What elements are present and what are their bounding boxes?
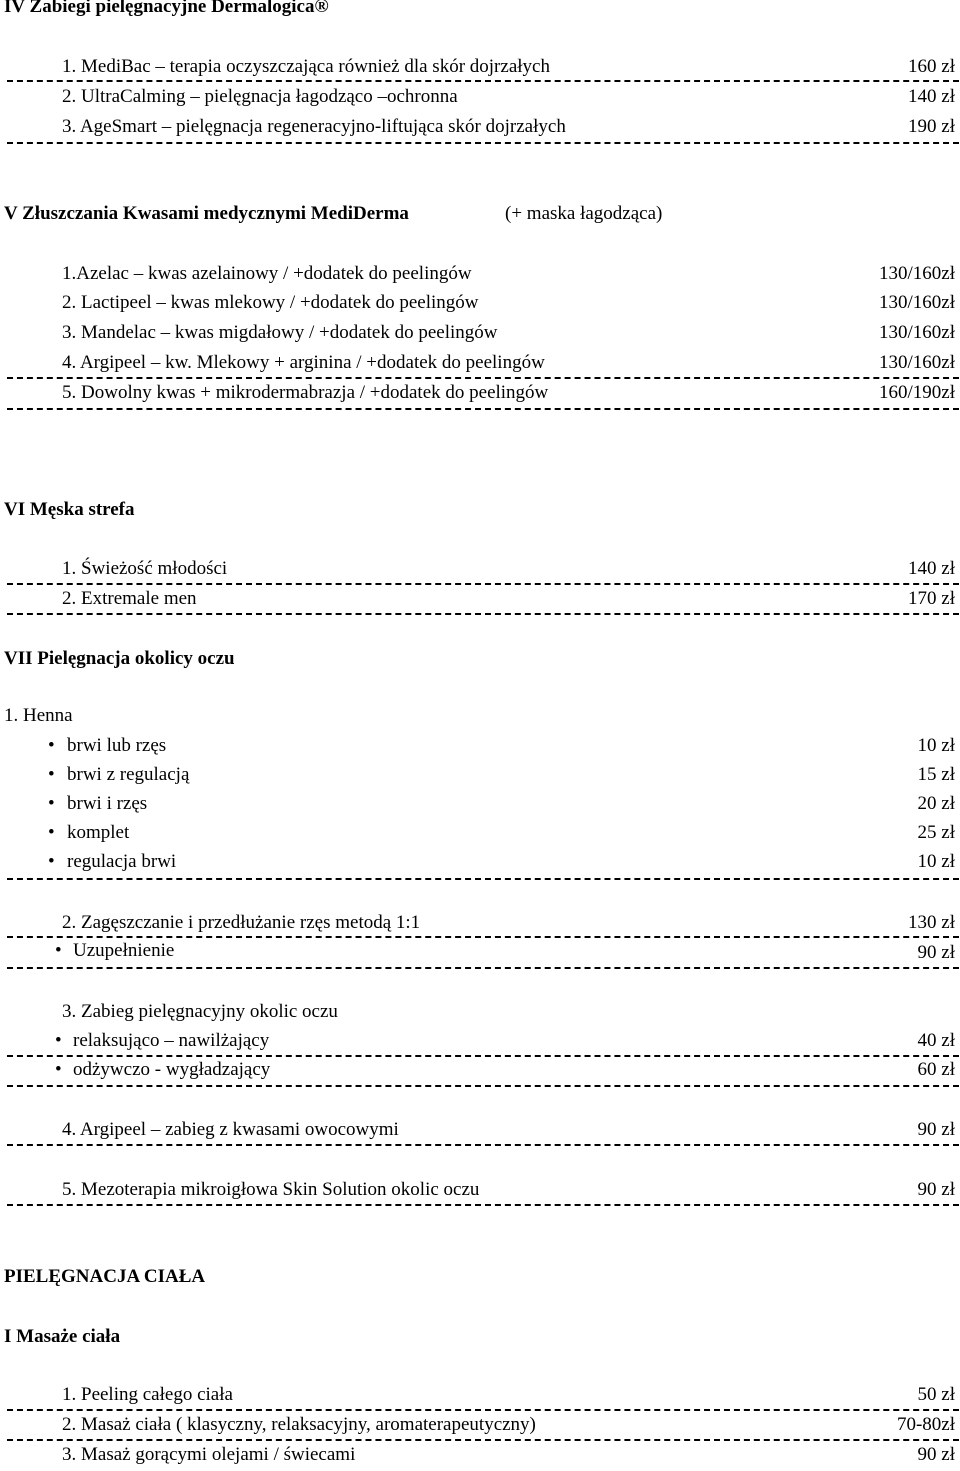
- henna-title: 1. Henna: [4, 705, 73, 726]
- section-vii-title: VII Pielęgnacja okolicy oczu: [4, 648, 235, 669]
- bullet-glyph: •: [55, 1030, 62, 1051]
- argipeel-eye-name: 4. Argipeel – zabieg z kwasami owocowymi: [62, 1119, 399, 1140]
- dashed-divider: [7, 1409, 959, 1411]
- vi-item-1-name: 1. Świeżość młodości: [62, 558, 228, 579]
- v-item-4-name: 4. Argipeel – kw. Mlekowy + arginina / +dodatek do peelingów: [62, 352, 545, 373]
- dashed-divider: [7, 377, 959, 379]
- henna-item-5-name: regulacja brwi: [67, 851, 177, 872]
- eye-care-item-2-price: 60 zł: [917, 1059, 955, 1080]
- dashed-divider: [7, 613, 959, 615]
- section-v-subtitle: (+ maska łagodząca): [505, 203, 663, 224]
- section-iv-title: IV Zabiegi pielęgnacyjne Dermalogica®: [4, 0, 329, 17]
- dashed-divider: [7, 878, 959, 880]
- henna-item-4-name: komplet: [67, 822, 130, 843]
- v-item-5-name: 5. Dowolny kwas + mikrodermabrazja / +dodatek do peelingów: [62, 382, 549, 403]
- henna-item-2-name: brwi z regulacją: [67, 764, 190, 785]
- henna-item-3-price: 20 zł: [917, 793, 955, 814]
- massage-item-1-price: 50 zł: [917, 1384, 955, 1405]
- bullet-glyph: •: [48, 822, 55, 843]
- massage-item-1-name: 1. Peeling całego ciała: [62, 1384, 233, 1405]
- lashes-item-1-name: Uzupełnienie: [73, 940, 175, 961]
- iv-item-2-name: 2. UltraCalming – pielęgnacja łagodząco –ochronna: [62, 86, 458, 107]
- bullet-glyph: •: [55, 1059, 62, 1080]
- iv-item-1-name: 1. MediBac – terapia oczyszczająca również dla skór dojrzałych: [62, 56, 550, 77]
- iv-item-3-name: 3. AgeSmart – pielęgnacja regeneracyjno-liftująca skór dojrzałych: [62, 116, 566, 137]
- henna-item-3-name: brwi i rzęs: [67, 793, 148, 814]
- dashed-divider: [7, 1439, 959, 1441]
- v-item-1-price: 130/160zł: [879, 263, 955, 284]
- iv-item-1-price: 160 zł: [908, 56, 955, 77]
- mezo-price: 90 zł: [917, 1179, 955, 1200]
- v-item-1-name: 1.Azelac – kwas azelainowy / +dodatek do peelingów: [62, 263, 472, 284]
- bullet-glyph: •: [55, 940, 62, 961]
- lashes-price: 130 zł: [908, 912, 955, 933]
- massage-title: I Masaże ciała: [4, 1326, 121, 1347]
- henna-item-4-price: 25 zł: [917, 822, 955, 843]
- bullet-glyph: •: [48, 735, 55, 756]
- bullet-glyph: •: [48, 851, 55, 872]
- eye-care-item-2-name: odżywczo - wygładzający: [73, 1059, 271, 1080]
- vi-item-1-price: 140 zł: [908, 558, 955, 579]
- v-item-4-price: 130/160zł: [879, 352, 955, 373]
- v-item-3-name: 3. Mandelac – kwas migdałowy / +dodatek do peelingów: [62, 322, 498, 343]
- v-item-5-price: 160/190zł: [879, 382, 955, 403]
- eye-care-item-1-name: relaksująco – nawilżający: [73, 1030, 270, 1051]
- dashed-divider: [7, 1085, 959, 1087]
- massage-item-2-price: 70-80zł: [896, 1414, 955, 1435]
- henna-item-2-price: 15 zł: [917, 764, 955, 785]
- henna-item-1-name: brwi lub rzęs: [67, 735, 167, 756]
- section-v-title: V Złuszczania Kwasami medycznymi MediDerma: [4, 203, 409, 224]
- body-care-title: PIELĘGNACJA CIAŁA: [4, 1266, 206, 1287]
- mezo-name: 5. Mezoterapia mikroigłowa Skin Solution okolic oczu: [62, 1179, 480, 1200]
- massage-item-3-price: 90 zł: [917, 1444, 955, 1465]
- dashed-divider: [7, 583, 959, 585]
- henna-item-1-price: 10 zł: [917, 735, 955, 756]
- henna-item-5-price: 10 zł: [917, 851, 955, 872]
- iv-item-2-price: 140 zł: [908, 86, 955, 107]
- massage-item-3-name: 3. Masaż gorącymi olejami / świecami: [62, 1444, 356, 1465]
- section-vi-title: VI Męska strefa: [4, 499, 135, 520]
- massage-item-2-name: 2. Masaż ciała ( klasyczny, relaksacyjny, aromaterapeutyczny): [62, 1414, 536, 1435]
- v-item-3-price: 130/160zł: [879, 322, 955, 343]
- dashed-divider: [7, 80, 959, 82]
- vi-item-2-price: 170 zł: [908, 588, 955, 609]
- dashed-divider: [7, 1144, 959, 1146]
- vi-item-2-name: 2. Extremale men: [62, 588, 197, 609]
- dashed-divider: [7, 936, 959, 938]
- iv-item-3-price: 190 zł: [908, 116, 955, 137]
- eye-care-item-1-price: 40 zł: [917, 1030, 955, 1051]
- dashed-divider: [7, 142, 959, 144]
- dashed-divider: [7, 1204, 959, 1206]
- bullet-glyph: •: [48, 764, 55, 785]
- bullet-glyph: •: [48, 793, 55, 814]
- argipeel-eye-price: 90 zł: [917, 1119, 955, 1140]
- lashes-title: 2. Zagęszczanie i przedłużanie rzęs metodą 1:1: [62, 912, 421, 933]
- v-item-2-price: 130/160zł: [879, 292, 955, 313]
- dashed-divider: [7, 967, 959, 969]
- dashed-divider: [7, 408, 959, 410]
- lashes-item-1-price: 90 zł: [917, 942, 955, 963]
- dashed-divider: [7, 1055, 959, 1057]
- eye-care-title: 3. Zabieg pielęgnacyjny okolic oczu: [62, 1001, 338, 1022]
- v-item-2-name: 2. Lactipeel – kwas mlekowy / +dodatek do peelingów: [62, 292, 479, 313]
